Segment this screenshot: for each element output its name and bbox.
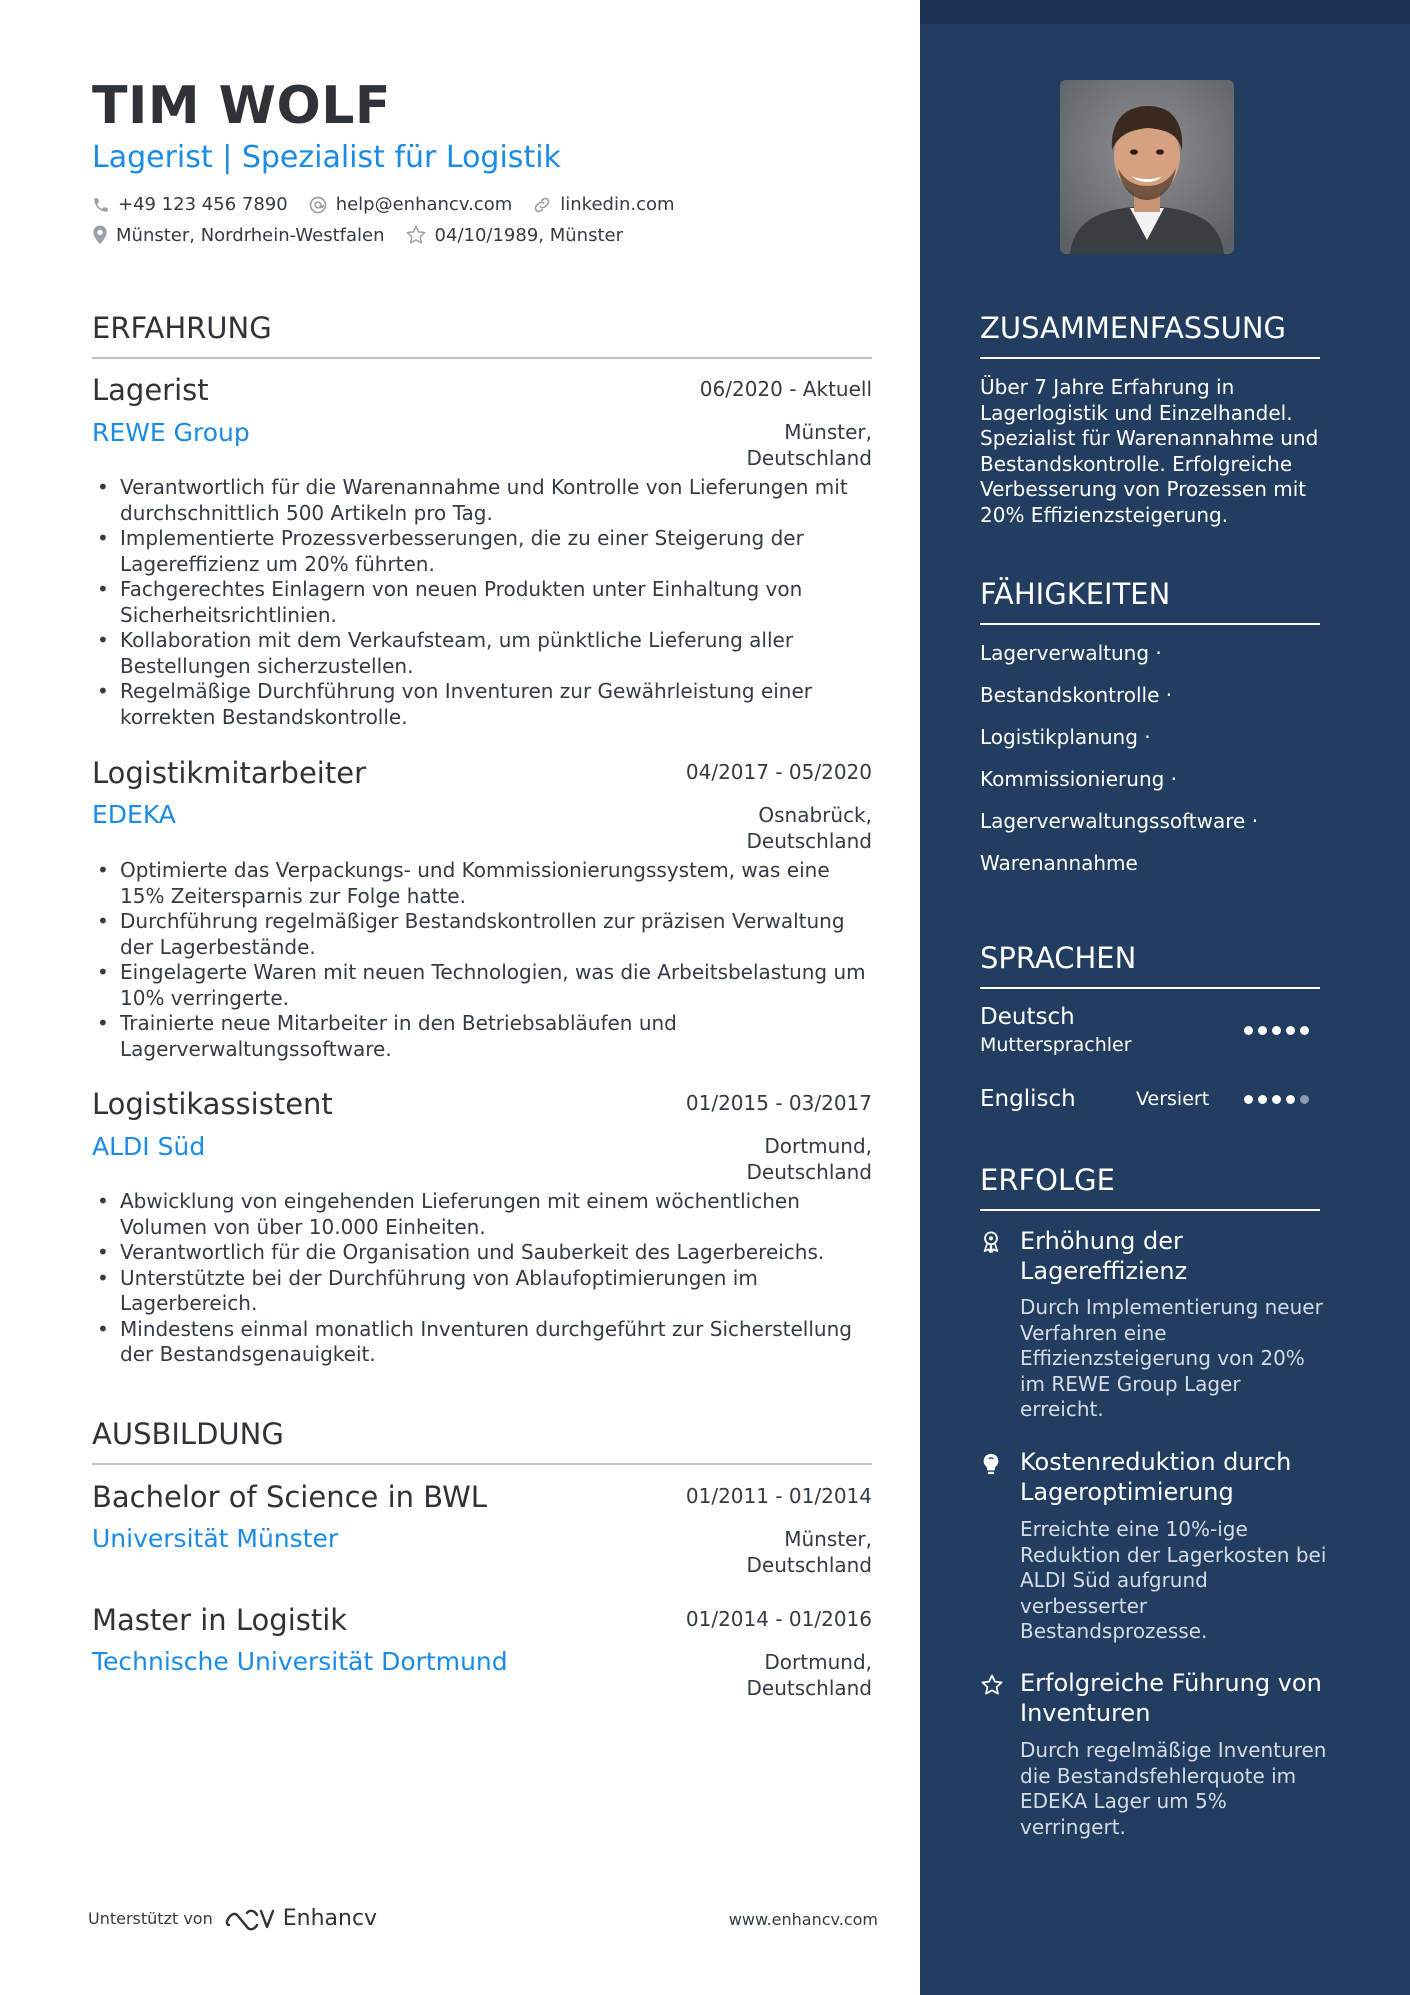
linkedin-text[interactable]: linkedin.com <box>560 194 675 215</box>
edu-location <box>747 1526 873 1578</box>
rating-dot <box>1286 1095 1295 1104</box>
job-title: Logistikmitarbeiter <box>92 756 366 790</box>
profile-photo-image <box>1060 80 1234 254</box>
experience-heading: ERFAHRUNG <box>92 311 872 359</box>
job-location-country: Deutschland <box>746 446 872 470</box>
skill-item: Logistikplanung · <box>980 725 1151 749</box>
award-icon <box>980 1230 1002 1254</box>
contact-linkedin[interactable] <box>532 194 674 215</box>
job-location <box>747 802 873 854</box>
rating-dot <box>1244 1026 1253 1035</box>
location-text: Münster, Nordrhein-Westfalen <box>116 224 385 246</box>
star-icon <box>980 1673 1004 1697</box>
summary-heading: ZUSAMMENFASSUNG <box>980 311 1320 359</box>
footer-website[interactable]: www.enhancv.com <box>728 1910 878 1929</box>
rating-dot <box>1244 1095 1253 1104</box>
brand-text: Enhancv <box>282 1906 378 1931</box>
achievement-desc: Durch regelmäßige Inventuren die Bestandsfehlerquote im EDEKA Lager um 5% verringert. <box>1020 1738 1327 1839</box>
candidate-name: TIM WOLF <box>92 76 391 136</box>
job-location <box>747 419 873 471</box>
skill-item: Bestandskontrolle · <box>980 683 1173 707</box>
skill-item: Warenannahme <box>980 851 1138 875</box>
job-location-city: Osnabrück, <box>758 803 872 827</box>
job-bullets <box>92 475 872 730</box>
bullet-item: • Regelmäßige Durchführung von Inventuren zur Gewährleistung einer korrekten Bestandskontrolle. <box>92 679 872 730</box>
candidate-tagline: Lagerist | Spezialist für Logistik <box>92 140 561 175</box>
edu-date: 01/2011 - 01/2014 <box>685 1484 872 1508</box>
at-icon <box>308 195 328 215</box>
phone-text: +49 123 456 7890 <box>118 194 288 215</box>
contact-phone <box>92 194 288 215</box>
star-icon <box>405 224 427 246</box>
rating-dot <box>1300 1095 1309 1104</box>
bullet-item: • Abwicklung von eingehenden Lieferungen mit einem wöchentlichen Volumen von über 10.000 Einheiten. <box>92 1189 872 1240</box>
bullet-item: • Mindestens einmal monatlich Inventuren durchgeführt zur Sicherstellung der Bestandsgenauigkeit. <box>92 1317 872 1368</box>
bullet-item: • Durchführung regelmäßiger Bestandskontrollen zur präzisen Verwaltung der Lagerbestände. <box>92 909 872 960</box>
lightbulb-icon <box>980 1452 1002 1476</box>
sidebar <box>920 0 1410 1995</box>
job-location-city: Münster, <box>784 420 872 444</box>
job-date: 06/2020 - Aktuell <box>699 377 872 401</box>
bullet-item: • Fachgerechtes Einlagern von neuen Produkten unter Einhaltung von Sicherheitsrichtlinien. <box>92 577 872 628</box>
language-name: Deutsch <box>980 1004 1075 1030</box>
edu-location-country: Deutschland <box>746 1676 872 1700</box>
job-location-country: Deutschland <box>746 1160 872 1184</box>
job-bullets <box>92 1189 872 1368</box>
rating-dot <box>1258 1026 1267 1035</box>
job-date: 01/2015 - 03/2017 <box>685 1091 872 1115</box>
job-location-country: Deutschland <box>746 829 872 853</box>
edu-location-city: Dortmund, <box>764 1650 872 1674</box>
rating-dot <box>1272 1095 1281 1104</box>
job-bullets <box>92 858 872 1062</box>
job-company[interactable]: ALDI Süd <box>92 1132 206 1161</box>
achievement-desc: Durch Implementierung neuer Verfahren eine Effizienzsteigerung von 20% im REWE Group Lager erreicht. <box>1020 1295 1323 1421</box>
job-location-city: Dortmund, <box>764 1134 872 1158</box>
contact-email[interactable] <box>308 194 513 215</box>
sidebar-topbar <box>920 0 1410 24</box>
bullet-item: • Unterstützte bei der Durchführung von Ablaufoptimierungen im Lagerbereich. <box>92 1266 872 1317</box>
phone-icon <box>92 196 110 214</box>
achievement-title: Kostenreduktion durch Lageroptimierung <box>1020 1448 1292 1506</box>
bullet-item: • Eingelagerte Waren mit neuen Technologien, was die Arbeitsbelastung um 10% verringerte. <box>92 960 872 1011</box>
skills-heading: FÄHIGKEITEN <box>980 577 1320 625</box>
contact-row-2 <box>92 224 643 246</box>
language-name: Englisch <box>980 1086 1076 1112</box>
skill-item: Kommissionierung · <box>980 767 1178 791</box>
job-title: Lagerist <box>92 373 209 407</box>
email-text[interactable]: help@enhancv.com <box>335 194 513 215</box>
link-icon <box>532 195 552 215</box>
rating-dot <box>1272 1026 1281 1035</box>
enhancv-logo-icon <box>225 1907 275 1931</box>
contact-row-1 <box>92 194 695 215</box>
language-rating <box>1244 1095 1314 1104</box>
bullet-item: • Verantwortlich für die Organisation und Sauberkeit des Lagerbereichs. <box>92 1240 872 1266</box>
contact-location <box>92 225 385 246</box>
job-company[interactable]: REWE Group <box>92 418 250 447</box>
profile-photo <box>1060 80 1234 254</box>
language-level: Muttersprachler <box>980 1034 1132 1056</box>
footer-powered-by <box>88 1906 377 1931</box>
job-location <box>747 1133 873 1185</box>
rating-dot <box>1300 1026 1309 1035</box>
location-pin-icon <box>92 225 108 245</box>
language-rating <box>1244 1026 1314 1035</box>
edu-location <box>747 1649 873 1701</box>
job-date: 04/2017 - 05/2020 <box>685 760 872 784</box>
edu-location-city: Münster, <box>784 1527 872 1551</box>
achievements-heading: ERFOLGE <box>980 1163 1320 1211</box>
job-company[interactable]: EDEKA <box>92 800 176 829</box>
achievement-title: Erfolgreiche Führung von Inventuren <box>1020 1669 1322 1727</box>
language-level: Versiert <box>1136 1088 1210 1110</box>
contact-birth <box>405 224 623 246</box>
edu-location-country: Deutschland <box>746 1553 872 1577</box>
rating-dot <box>1258 1095 1267 1104</box>
bullet-item: • Optimierte das Verpackungs- und Kommissionierungssystem, was eine 15% Zeitersparnis zur Folge hatte. <box>92 858 872 909</box>
bullet-item: • Implementierte Prozessverbesserungen, die zu einer Steigerung der Lagereffizienz um 20% führten. <box>92 526 872 577</box>
bullet-item: • Trainierte neue Mitarbeiter in den Betriebsabläufen und Lagerverwaltungssoftware. <box>92 1011 872 1062</box>
rating-dot <box>1286 1026 1295 1035</box>
edu-date: 01/2014 - 01/2016 <box>685 1607 872 1631</box>
education-heading: AUSBILDUNG <box>92 1417 872 1465</box>
edu-school[interactable]: Universität Münster <box>92 1524 339 1553</box>
job-title: Logistikassistent <box>92 1087 333 1121</box>
languages-heading: SPRACHEN <box>980 941 1320 989</box>
edu-school[interactable]: Technische Universität Dortmund <box>92 1647 508 1676</box>
edu-degree: Bachelor of Science in BWL <box>92 1480 487 1514</box>
skill-item: Lagerverwaltungssoftware · <box>980 809 1259 833</box>
achievement-desc: Erreichte eine 10%-ige Reduktion der Lagerkosten bei ALDI Süd aufgrund verbesserter Bestandsprozesse. <box>1020 1517 1327 1643</box>
powered-by-text: Unterstützt von <box>88 1909 213 1928</box>
skill-item: Lagerverwaltung · <box>980 641 1162 665</box>
summary-text: Über 7 Jahre Erfahrung in Lagerlogistik und Einzelhandel. Spezialist für Warenannahme und Bestandskontrolle. Erfolgreiche Verbesserung von Prozessen mit 20% Effizienzsteigerung. <box>980 375 1319 527</box>
edu-degree: Master in Logistik <box>92 1603 348 1637</box>
achievement-title: Erhöhung der Lagereffizienz <box>1020 1227 1188 1285</box>
birth-text: 04/10/1989, Münster <box>434 224 623 246</box>
bullet-item: • Verantwortlich für die Warenannahme und Kontrolle von Lieferungen mit durchschnittlich 500 Artikeln pro Tag. <box>92 475 872 526</box>
bullet-item: • Kollaboration mit dem Verkaufsteam, um pünktliche Lieferung aller Bestellungen sicherzustellen. <box>92 628 872 679</box>
